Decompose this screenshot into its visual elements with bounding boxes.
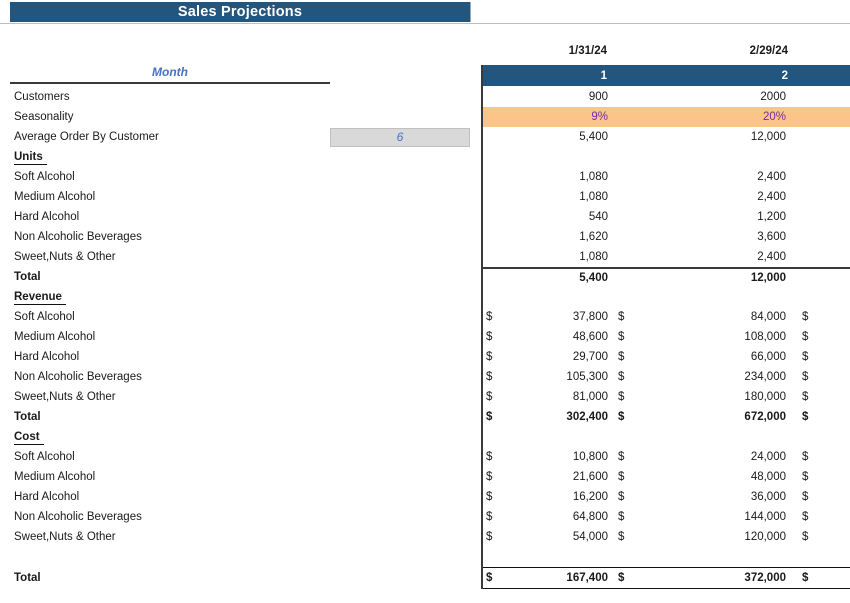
row-label-cell[interactable] bbox=[0, 247, 330, 267]
value-cell-month1[interactable] bbox=[481, 347, 612, 367]
cell-value: 540 bbox=[588, 211, 608, 223]
row-label-text: Non Alcoholic Beverages bbox=[14, 371, 142, 383]
table-row bbox=[0, 167, 850, 187]
cell-value: 16,200 bbox=[572, 491, 608, 503]
spacer-cell bbox=[330, 207, 470, 227]
value-cell-month2[interactable] bbox=[612, 527, 792, 547]
value-cell-month1[interactable] bbox=[481, 327, 612, 347]
row-label-cell[interactable] bbox=[0, 487, 330, 507]
cell-value: 2000 bbox=[760, 91, 786, 103]
value-cell-month3-partial[interactable] bbox=[792, 187, 850, 207]
cell-value: 108,000 bbox=[744, 331, 786, 343]
spacer-cell bbox=[330, 467, 470, 487]
table-row bbox=[0, 347, 850, 367]
currency-symbol: $ bbox=[802, 531, 809, 543]
currency-symbol: $ bbox=[802, 411, 809, 423]
row-label-text: Customers bbox=[14, 91, 70, 103]
table-row bbox=[0, 527, 850, 547]
table-row bbox=[0, 267, 850, 287]
value-cell-month1[interactable] bbox=[481, 568, 612, 588]
row-data-region bbox=[481, 187, 850, 207]
value-cell-month3-partial[interactable] bbox=[792, 507, 850, 527]
cell-value: 2,400 bbox=[757, 251, 786, 263]
currency-symbol: $ bbox=[618, 311, 625, 323]
month-number-cell-2[interactable]: 2 bbox=[781, 69, 788, 82]
table-body bbox=[0, 87, 850, 589]
currency-symbol: $ bbox=[802, 311, 809, 323]
cell-value: 1,080 bbox=[579, 191, 608, 203]
cell-value: 3,600 bbox=[757, 231, 786, 243]
value-cell-month1[interactable] bbox=[481, 387, 612, 407]
value-cell-month3-partial[interactable] bbox=[792, 367, 850, 387]
cell-value: 84,000 bbox=[750, 311, 786, 323]
currency-symbol: $ bbox=[618, 331, 625, 343]
average-order-input-cell[interactable] bbox=[330, 128, 470, 147]
section-label-cell[interactable] bbox=[0, 427, 330, 447]
row-data-region bbox=[481, 407, 850, 427]
value-cell-month3-partial[interactable] bbox=[792, 347, 850, 367]
row-label-text: Revenue bbox=[14, 290, 66, 305]
row-data-region bbox=[481, 347, 850, 367]
cell-value: 167,400 bbox=[566, 572, 608, 584]
cell-value: 20% bbox=[762, 111, 786, 123]
spacer-cell bbox=[330, 227, 470, 247]
value-cell-month2[interactable] bbox=[612, 207, 792, 227]
value-cell-month3-partial[interactable] bbox=[792, 269, 850, 287]
row-label-text: Hard Alcohol bbox=[14, 491, 80, 503]
cell-value: 21,600 bbox=[572, 471, 608, 483]
row-label-text: Medium Alcohol bbox=[14, 331, 96, 343]
row-data-region bbox=[481, 87, 850, 107]
cell-value: 1,080 bbox=[579, 251, 608, 263]
currency-symbol: $ bbox=[486, 531, 493, 543]
row-data-region bbox=[481, 287, 850, 307]
spacer-cell bbox=[330, 267, 470, 287]
currency-symbol: $ bbox=[802, 451, 809, 463]
spacer-cell bbox=[330, 387, 470, 407]
currency-symbol: $ bbox=[618, 491, 625, 503]
value-cell-month3-partial[interactable] bbox=[792, 287, 850, 307]
month-header-label: Month bbox=[152, 65, 188, 79]
cell-value: 48,000 bbox=[750, 471, 786, 483]
value-cell-month1[interactable] bbox=[481, 527, 612, 547]
month-number-cell-1[interactable]: 1 bbox=[600, 69, 607, 82]
cell-value: 372,000 bbox=[744, 572, 786, 584]
currency-symbol: $ bbox=[486, 471, 493, 483]
row-label-cell[interactable] bbox=[0, 307, 330, 327]
value-cell-month2[interactable] bbox=[612, 287, 792, 307]
table-row bbox=[0, 247, 850, 267]
row-label-text: Total bbox=[14, 572, 41, 584]
row-label-cell[interactable] bbox=[0, 367, 330, 387]
table-row bbox=[0, 187, 850, 207]
spacer-cell bbox=[330, 547, 470, 567]
table-row bbox=[0, 227, 850, 247]
row-data-region bbox=[481, 487, 850, 507]
cell-value: 2,400 bbox=[757, 191, 786, 203]
row-data-region bbox=[481, 467, 850, 487]
average-order-input-value: 6 bbox=[396, 130, 404, 144]
spacer-cell bbox=[330, 167, 470, 187]
row-data-region bbox=[481, 227, 850, 247]
value-cell-month3-partial[interactable] bbox=[792, 87, 850, 107]
spacer-cell bbox=[330, 327, 470, 347]
table-row bbox=[0, 447, 850, 467]
value-cell-month2[interactable] bbox=[612, 187, 792, 207]
spacer-cell bbox=[330, 187, 470, 207]
row-label-cell[interactable] bbox=[0, 567, 330, 589]
value-cell-month2[interactable] bbox=[612, 568, 792, 588]
currency-symbol: $ bbox=[486, 331, 493, 343]
spacer-cell bbox=[330, 147, 470, 167]
value-cell-month2[interactable] bbox=[612, 387, 792, 407]
row-label-text: Sweet,Nuts & Other bbox=[14, 251, 116, 263]
value-cell-month1[interactable] bbox=[481, 507, 612, 527]
currency-symbol: $ bbox=[618, 511, 625, 523]
value-cell-month1[interactable] bbox=[481, 447, 612, 467]
table-row bbox=[0, 307, 850, 327]
value-cell-month2[interactable] bbox=[612, 107, 792, 127]
row-data-region bbox=[481, 207, 850, 227]
value-cell-month3-partial[interactable] bbox=[792, 527, 850, 547]
value-cell-month2[interactable] bbox=[612, 127, 792, 147]
row-label-text: Soft Alcohol bbox=[14, 451, 75, 463]
row-label-cell[interactable] bbox=[0, 527, 330, 547]
row-label-text: Medium Alcohol bbox=[14, 471, 96, 483]
value-cell-month1[interactable] bbox=[481, 307, 612, 327]
row-data-region bbox=[481, 527, 850, 547]
sheet-title-bar bbox=[10, 2, 471, 22]
currency-symbol: $ bbox=[618, 471, 625, 483]
value-cell-month2[interactable] bbox=[612, 87, 792, 107]
value-cell-month3-partial[interactable] bbox=[792, 387, 850, 407]
table-row bbox=[0, 407, 850, 427]
value-cell-month2[interactable] bbox=[612, 407, 792, 427]
table-row bbox=[0, 387, 850, 407]
row-data-region bbox=[481, 267, 850, 287]
currency-symbol: $ bbox=[802, 491, 809, 503]
value-cell-month2[interactable] bbox=[612, 307, 792, 327]
currency-symbol: $ bbox=[618, 351, 625, 363]
value-cell-month1[interactable] bbox=[481, 367, 612, 387]
currency-symbol: $ bbox=[486, 391, 493, 403]
currency-symbol: $ bbox=[618, 371, 625, 383]
row-data-region bbox=[481, 147, 850, 167]
cell-value: 234,000 bbox=[744, 371, 786, 383]
currency-symbol: $ bbox=[618, 391, 625, 403]
table-row bbox=[0, 107, 850, 127]
table-row bbox=[0, 487, 850, 507]
row-data-region bbox=[481, 247, 850, 267]
table-row bbox=[0, 127, 850, 147]
row-data-region bbox=[481, 447, 850, 467]
row-label-cell[interactable] bbox=[0, 447, 330, 467]
currency-symbol: $ bbox=[802, 572, 809, 584]
row-data-region bbox=[481, 107, 850, 127]
row-label-cell[interactable] bbox=[0, 127, 330, 147]
row-label-cell[interactable] bbox=[0, 227, 330, 247]
cell-value: 1,200 bbox=[757, 211, 786, 223]
cell-value: 120,000 bbox=[744, 531, 786, 543]
value-cell-month1[interactable] bbox=[481, 407, 612, 427]
row-label-cell[interactable] bbox=[0, 507, 330, 527]
row-label-cell[interactable] bbox=[0, 267, 330, 287]
table-row bbox=[0, 287, 850, 307]
value-cell-month2[interactable] bbox=[612, 467, 792, 487]
row-label-text: Sweet,Nuts & Other bbox=[14, 531, 116, 543]
row-data-region bbox=[481, 567, 850, 589]
currency-symbol: $ bbox=[486, 311, 493, 323]
cell-value: 12,000 bbox=[750, 131, 786, 143]
row-label-text: Non Alcoholic Beverages bbox=[14, 511, 142, 523]
value-cell-month1[interactable] bbox=[481, 269, 612, 287]
row-label-cell[interactable] bbox=[0, 467, 330, 487]
table-left-border-line bbox=[481, 65, 483, 589]
cell-value: 180,000 bbox=[744, 391, 786, 403]
cell-value: 302,400 bbox=[566, 411, 608, 423]
row-label-text: Hard Alcohol bbox=[14, 211, 80, 223]
spacer-cell bbox=[330, 487, 470, 507]
value-cell-month3-partial[interactable] bbox=[792, 307, 850, 327]
row-label-cell[interactable] bbox=[0, 347, 330, 367]
row-data-region bbox=[481, 367, 850, 387]
cell-value: 105,300 bbox=[566, 371, 608, 383]
value-cell-month1[interactable] bbox=[481, 427, 612, 447]
cell-value: 24,000 bbox=[750, 451, 786, 463]
value-cell-month2[interactable] bbox=[612, 347, 792, 367]
currency-symbol: $ bbox=[802, 351, 809, 363]
value-cell-month3-partial[interactable] bbox=[792, 568, 850, 588]
spacer-cell bbox=[330, 87, 470, 107]
row-data-region bbox=[481, 167, 850, 187]
row-label-text: Seasonality bbox=[14, 111, 74, 123]
value-cell-month2[interactable] bbox=[612, 427, 792, 447]
currency-symbol: $ bbox=[618, 451, 625, 463]
spacer-cell bbox=[330, 107, 470, 127]
spacer-cell bbox=[330, 507, 470, 527]
value-cell-month3-partial[interactable] bbox=[792, 127, 850, 147]
cell-value: 10,800 bbox=[572, 451, 608, 463]
currency-symbol: $ bbox=[486, 511, 493, 523]
row-label-text: Soft Alcohol bbox=[14, 311, 75, 323]
table-row bbox=[0, 467, 850, 487]
currency-symbol: $ bbox=[618, 531, 625, 543]
currency-symbol: $ bbox=[486, 572, 493, 584]
cell-value: 37,800 bbox=[572, 311, 608, 323]
value-cell-month2[interactable] bbox=[612, 167, 792, 187]
row-label-text: Cost bbox=[14, 430, 44, 445]
table-row bbox=[0, 427, 850, 447]
value-cell-month2[interactable] bbox=[612, 507, 792, 527]
cell-value: 2,400 bbox=[757, 171, 786, 183]
row-label-text: Non Alcoholic Beverages bbox=[14, 231, 142, 243]
row-label-text: Sweet,Nuts & Other bbox=[14, 391, 116, 403]
spacer-cell bbox=[330, 307, 470, 327]
value-cell-month2[interactable] bbox=[612, 227, 792, 247]
section-label-cell[interactable] bbox=[0, 147, 330, 167]
table-row bbox=[0, 507, 850, 527]
value-cell-month2[interactable] bbox=[612, 487, 792, 507]
currency-symbol: $ bbox=[486, 351, 493, 363]
title-divider-line bbox=[0, 23, 850, 24]
row-label-cell[interactable] bbox=[0, 207, 330, 227]
currency-symbol: $ bbox=[802, 371, 809, 383]
value-cell-month2[interactable] bbox=[612, 247, 792, 267]
value-cell-month3-partial[interactable] bbox=[792, 427, 850, 447]
row-label-cell[interactable] bbox=[0, 407, 330, 427]
cell-value: 81,000 bbox=[572, 391, 608, 403]
value-cell-month1[interactable] bbox=[481, 247, 612, 267]
row-label-cell[interactable] bbox=[0, 167, 330, 187]
row-data-region bbox=[481, 327, 850, 347]
month-column-header-cell[interactable] bbox=[10, 62, 330, 84]
currency-symbol: $ bbox=[486, 491, 493, 503]
row-label-text: Total bbox=[14, 411, 41, 423]
row-label-text: Medium Alcohol bbox=[14, 191, 96, 203]
currency-symbol: $ bbox=[802, 331, 809, 343]
value-cell-month2[interactable] bbox=[612, 327, 792, 347]
value-cell-month1[interactable] bbox=[481, 107, 612, 127]
spacer-cell bbox=[330, 347, 470, 367]
row-label-text: Units bbox=[14, 150, 47, 165]
value-cell-month2[interactable] bbox=[612, 147, 792, 167]
currency-symbol: $ bbox=[618, 411, 625, 423]
currency-symbol: $ bbox=[486, 411, 493, 423]
cell-value: 36,000 bbox=[750, 491, 786, 503]
value-cell-month1[interactable] bbox=[481, 547, 612, 567]
spacer-cell bbox=[330, 567, 470, 589]
value-cell-month1[interactable] bbox=[481, 207, 612, 227]
value-cell-month1[interactable] bbox=[481, 127, 612, 147]
row-label-cell[interactable] bbox=[0, 387, 330, 407]
currency-symbol: $ bbox=[802, 391, 809, 403]
value-cell-month1[interactable] bbox=[481, 227, 612, 247]
value-cell-month3-partial[interactable] bbox=[792, 547, 850, 567]
value-cell-month3-partial[interactable] bbox=[792, 467, 850, 487]
table-row bbox=[0, 567, 850, 589]
cell-value: 144,000 bbox=[744, 511, 786, 523]
cell-value: 54,000 bbox=[572, 531, 608, 543]
value-cell-month2[interactable] bbox=[612, 269, 792, 287]
cell-value: 5,400 bbox=[579, 131, 608, 143]
currency-symbol: $ bbox=[802, 511, 809, 523]
cell-value: 1,080 bbox=[579, 171, 608, 183]
cell-value: 900 bbox=[588, 91, 608, 103]
cell-value: 672,000 bbox=[744, 411, 786, 423]
value-cell-month3-partial[interactable] bbox=[792, 327, 850, 347]
row-label-text: Soft Alcohol bbox=[14, 171, 75, 183]
row-data-region bbox=[481, 507, 850, 527]
row-data-region bbox=[481, 307, 850, 327]
currency-symbol: $ bbox=[802, 471, 809, 483]
table-row bbox=[0, 147, 850, 167]
value-cell-month2[interactable] bbox=[612, 447, 792, 467]
value-cell-month2[interactable] bbox=[612, 367, 792, 387]
cell-value: 1,620 bbox=[579, 231, 608, 243]
row-label-cell[interactable] bbox=[0, 107, 330, 127]
date-header-cell-month2[interactable]: 2/29/24 bbox=[749, 45, 788, 57]
value-cell-month3-partial[interactable] bbox=[792, 207, 850, 227]
cell-value: 64,800 bbox=[572, 511, 608, 523]
row-label-text: Average Order By Customer bbox=[14, 131, 159, 143]
value-cell-month1[interactable] bbox=[481, 467, 612, 487]
value-cell-month1[interactable] bbox=[481, 87, 612, 107]
table-row bbox=[0, 87, 850, 107]
cell-value: 12,000 bbox=[750, 272, 786, 284]
value-cell-month2[interactable] bbox=[612, 547, 792, 567]
cell-value: 66,000 bbox=[750, 351, 786, 363]
currency-symbol: $ bbox=[486, 451, 493, 463]
table-row bbox=[0, 547, 850, 567]
cell-value: 48,600 bbox=[572, 331, 608, 343]
row-label-cell[interactable] bbox=[0, 187, 330, 207]
spacer-cell bbox=[330, 407, 470, 427]
value-cell-month1[interactable] bbox=[481, 287, 612, 307]
value-cell-month3-partial[interactable] bbox=[792, 107, 850, 127]
table-row bbox=[0, 367, 850, 387]
row-label-cell[interactable] bbox=[0, 87, 330, 107]
month-number-header-row bbox=[481, 65, 850, 86]
row-data-region bbox=[481, 427, 850, 447]
value-cell-month3-partial[interactable] bbox=[792, 167, 850, 187]
currency-symbol: $ bbox=[486, 371, 493, 383]
currency-symbol: $ bbox=[618, 572, 625, 584]
spacer-cell bbox=[330, 367, 470, 387]
section-label-cell[interactable] bbox=[0, 287, 330, 307]
value-cell-month3-partial[interactable] bbox=[792, 487, 850, 507]
value-cell-month1[interactable] bbox=[481, 487, 612, 507]
row-data-region bbox=[481, 127, 850, 147]
table-row bbox=[0, 327, 850, 347]
value-cell-month3-partial[interactable] bbox=[792, 227, 850, 247]
page-title: Sales Projections bbox=[177, 4, 303, 20]
spacer-cell bbox=[330, 527, 470, 547]
value-cell-month1[interactable] bbox=[481, 187, 612, 207]
row-label-cell[interactable] bbox=[0, 327, 330, 347]
row-data-region bbox=[481, 547, 850, 567]
cell-value: 29,700 bbox=[572, 351, 608, 363]
value-cell-month3-partial[interactable] bbox=[792, 407, 850, 427]
spacer-cell bbox=[330, 247, 470, 267]
table-row bbox=[0, 207, 850, 227]
row-label-text: Total bbox=[14, 271, 41, 283]
cell-value: 9% bbox=[591, 111, 608, 123]
date-header-cell-month1[interactable]: 1/31/24 bbox=[568, 45, 607, 57]
spacer-cell bbox=[330, 427, 470, 447]
value-cell-month3-partial[interactable] bbox=[792, 147, 850, 167]
row-label-cell[interactable] bbox=[0, 547, 330, 567]
value-cell-month1[interactable] bbox=[481, 167, 612, 187]
value-cell-month1[interactable] bbox=[481, 147, 612, 167]
value-cell-month3-partial[interactable] bbox=[792, 247, 850, 267]
cell-value: 5,400 bbox=[579, 272, 608, 284]
row-label-text: Hard Alcohol bbox=[14, 351, 80, 363]
date-header-row bbox=[481, 45, 850, 63]
spacer-cell bbox=[330, 447, 470, 467]
row-data-region bbox=[481, 387, 850, 407]
value-cell-month3-partial[interactable] bbox=[792, 447, 850, 467]
spacer-cell bbox=[330, 287, 470, 307]
